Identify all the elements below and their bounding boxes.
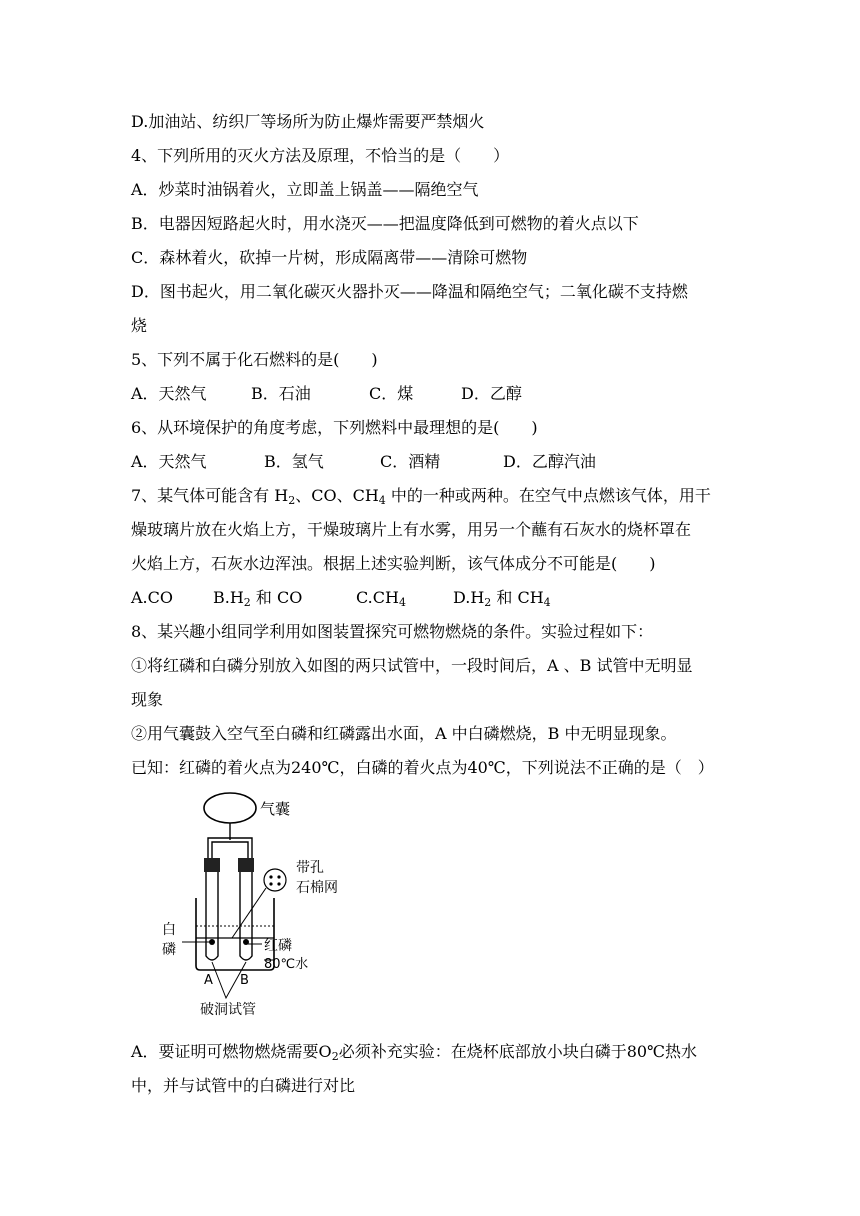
q7-text-part: 、CO、CH (295, 486, 379, 505)
label-airbag: 气囊 (260, 800, 291, 818)
q7-option-b-text: 和 CO (250, 588, 303, 607)
option-d-continued: 烧 (131, 316, 148, 335)
answer-option-a-continued: 中，并与试管中的白磷进行对比 (131, 1076, 356, 1095)
label-hot-water: 80℃水 (264, 957, 309, 972)
question-4: 4、下列所用的灭火方法及原理，不恰当的是（ ） (131, 146, 510, 165)
question-7-options (131, 588, 551, 608)
label-red-phosphorus: 红磷 (264, 938, 292, 954)
q5-option-d: D．乙醇 (461, 384, 522, 403)
step-2: ②用气囊鼓入空气至白磷和红磷露出水面，A 中白磷燃烧，B 中无明显现象。 (131, 724, 677, 743)
step-1-continued: 现象 (131, 690, 164, 709)
option-d: D．图书起火，用二氧化碳灭火器扑灭——降温和隔绝空气；二氧化碳不支持燃 (131, 282, 688, 301)
apparatus-figure (160, 788, 380, 1018)
question-6-options (131, 452, 596, 472)
mesh-hole (277, 875, 280, 878)
question-6: 6、从环境保护的角度考虑，下列燃料中最理想的是( ) (131, 418, 538, 437)
answer-a-text: 必须补充实验：在烧杯底部放小块白磷于80℃热水 (338, 1042, 697, 1061)
stopper (238, 858, 254, 872)
q5-option-a: A．天然气 (131, 384, 207, 403)
q7-text-part: 7、某气体可能含有 H (131, 486, 289, 505)
known-conditions: 已知：红磷的着火点为240℃，白磷的着火点为40℃，下列说法不正确的是（ ） (131, 758, 714, 777)
q7-option-d-text: 和 CH (491, 588, 544, 607)
q7-option-b-text: B.H (213, 588, 244, 607)
stopper (204, 858, 220, 872)
label-mesh: 石棉网 (296, 880, 338, 896)
q6-option-b: B．氢气 (264, 452, 324, 471)
label-mesh: 带孔 (296, 860, 324, 876)
label-white-phosphorus: 白 (162, 922, 176, 938)
question-5-options (131, 384, 522, 404)
subscript: 2 (243, 596, 251, 609)
q7-option-b (213, 588, 356, 608)
airbag-shape (204, 793, 256, 823)
pointer-line (232, 888, 266, 938)
q7-option-c (356, 588, 453, 608)
mesh-detail (264, 869, 286, 891)
subscript: 4 (398, 596, 406, 609)
mesh-hole (277, 882, 280, 885)
q5-option-c: C．煤 (369, 384, 414, 403)
q7-option-a: A.CO (131, 588, 173, 607)
subscript: 2 (288, 494, 296, 507)
answer-option-a (131, 1042, 697, 1062)
mesh-hole (269, 875, 272, 878)
subscript: 2 (484, 596, 492, 609)
q7-option-d-text: D.H (453, 588, 485, 607)
question-8: 8、某兴趣小组同学利用如图装置探究可燃物燃烧的条件。实验过程如下： (131, 622, 654, 641)
step-1: ①将红磷和白磷分别放入如图的两只试管中，一段时间后，A 、B 试管中无明显 (131, 656, 693, 675)
option-a: A．炒菜时油锅着火，立即盖上锅盖——隔绝空气 (131, 180, 479, 199)
mesh-hole (269, 882, 272, 885)
test-tube-a (206, 872, 218, 960)
label-white-phosphorus: 磷 (162, 942, 176, 958)
subscript: 4 (378, 494, 386, 507)
q6-option-c: C．酒精 (380, 452, 441, 471)
q7-option-c-text: C.CH (356, 588, 399, 607)
q5-option-b: B．石油 (251, 384, 311, 403)
q7-text-part: 中的一种或两种。在空气中点燃该气体，用干 (385, 486, 711, 505)
label-tube-b: B (240, 973, 249, 988)
subscript: 4 (543, 596, 551, 609)
text-line: D.加油站、纺织厂等场所为防止爆炸需要严禁烟火 (131, 112, 485, 131)
q6-option-a: A．天然气 (131, 452, 207, 471)
label-tube-a: A (204, 973, 213, 988)
option-c: C．森林着火，砍掉一片树，形成隔离带——清除可燃物 (131, 248, 528, 267)
q6-option-d: D．乙醇汽油 (503, 452, 596, 471)
question-5: 5、下列不属于化石燃料的是( ) (131, 350, 378, 369)
option-b: B．电器因短路起火时，用水浇灭——把温度降低到可燃物的着火点以下 (131, 214, 639, 233)
q7-option-d (453, 588, 551, 608)
question-7 (131, 486, 711, 506)
question-7-line-2: 燥玻璃片放在火焰上方，干燥玻璃片上有水雾，用另一个蘸有石灰水的烧杯罩在 (131, 520, 692, 539)
question-7-line-3: 火焰上方，石灰水边浑浊。根据上述实验判断，该气体成分不可能是( ) (131, 554, 656, 573)
label-tubes: 破洞试管 (200, 1002, 256, 1018)
subscript: 2 (331, 1050, 339, 1063)
test-tube-b (240, 872, 252, 960)
answer-a-text: A．要证明可燃物燃烧需要O (131, 1042, 332, 1061)
